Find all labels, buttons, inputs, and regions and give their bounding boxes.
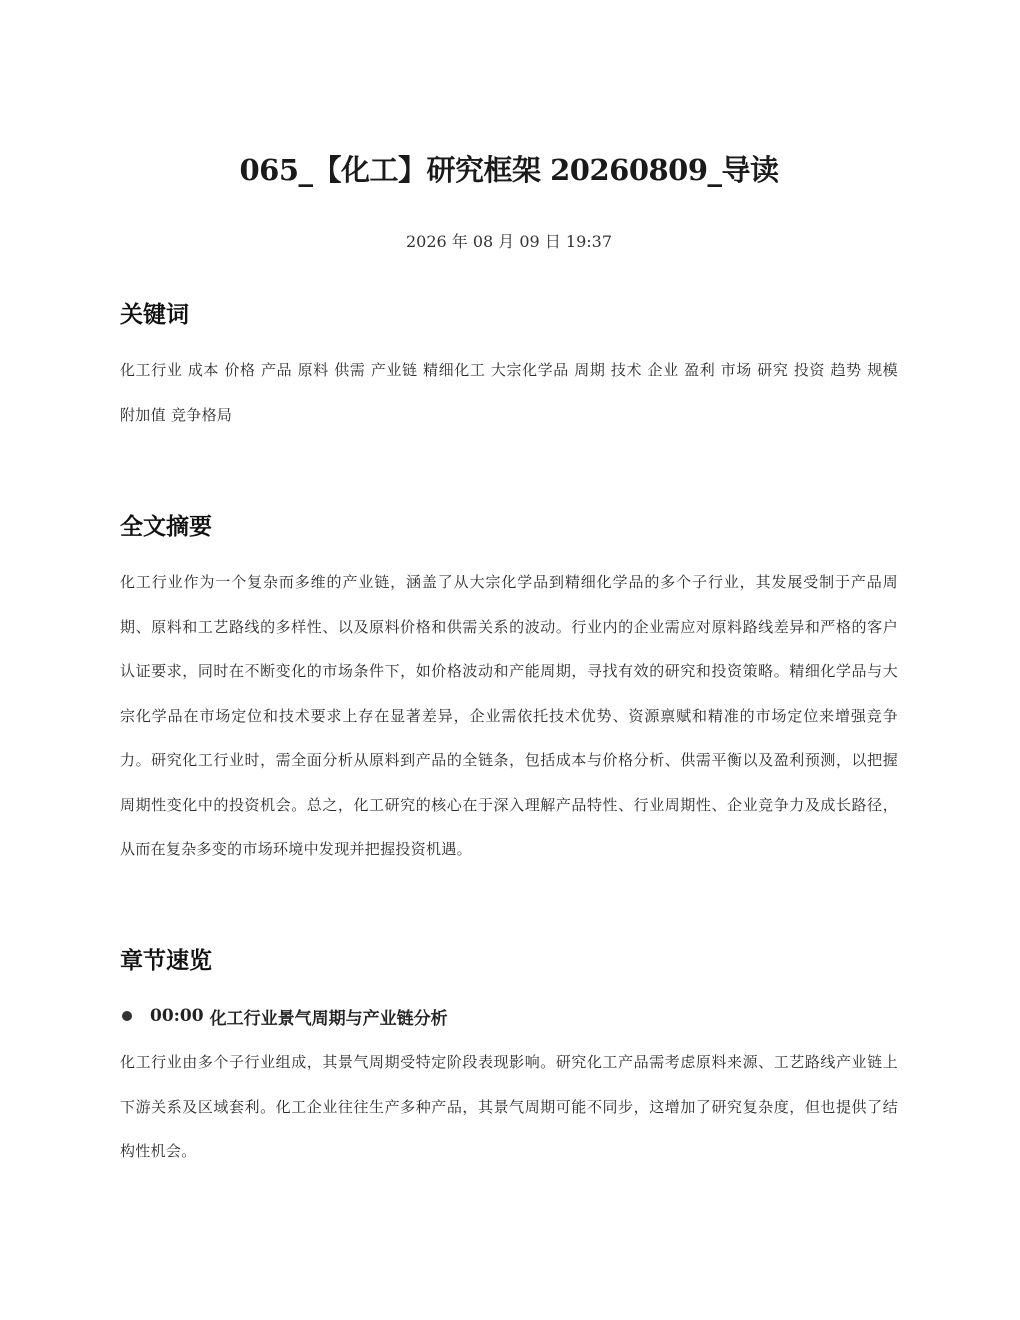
keywords-text: 化工行业 成本 价格 产品 原料 供需 产业链 精细化工 大宗化学品 周期 技术 企业 盈利 市场 研究 投资 趋势 规模 附加值 竞争格局 [120, 361, 898, 424]
summary-text: 化工行业作为一个复杂而多维的产业链，涵盖了从大宗化学品到精细化学品的多个子行业，其发展受制于产品周期、原料和工艺路线的多样性、以及原料价格和供需关系的波动。行业内的企业需应对原料路线差异和严格的客户认证要求，同时在不断变化的市场条件下，如价格波动和产能周期，寻找有效的研究和投资策略。精细化学品与大宗化学品在市场定位和技术要求上存在显著差异，企业需依托技术优势、资源禀赋和精准的市场定位来增强竞争力。研究化工行业时，需全面分析从原料到产品的全链条，包括成本与价格分析、供需平衡以及盈利预测，以把握周期性变化中的投资机会。总之，化工研究的核心在于深入理解产品特性、行业周期性、企业竞争力及成长路径，从而在复杂多变的市场环境中发现并把握投资机遇。 [120, 573, 898, 858]
document-title: 065_【化工】研究框架 20260809_导读 [239, 153, 779, 187]
chapters-heading: 章节速览 [120, 948, 212, 974]
bullet-icon [122, 1011, 132, 1021]
document-date: 2026 年 08 月 09 日 19:37 [405, 232, 613, 251]
chapter-text: 化工行业由多个子行业组成，其景气周期受特定阶段表现影响。研究化工产品需考虑原料来源、工艺路线产业链上下游关系及区域套利。化工企业往往生产多种产品，其景气周期可能不同步，这增加了研究复杂度，但也提供了结构性机会。 [120, 1053, 898, 1160]
keywords-heading: 关键词 [120, 302, 189, 328]
chapter-time: 00:00 [150, 1006, 204, 1026]
summary-heading: 全文摘要 [120, 514, 212, 540]
chapter-title: 化工行业景气周期与产业链分析 [209, 1008, 448, 1029]
chapter-item [120, 1000, 898, 1032]
